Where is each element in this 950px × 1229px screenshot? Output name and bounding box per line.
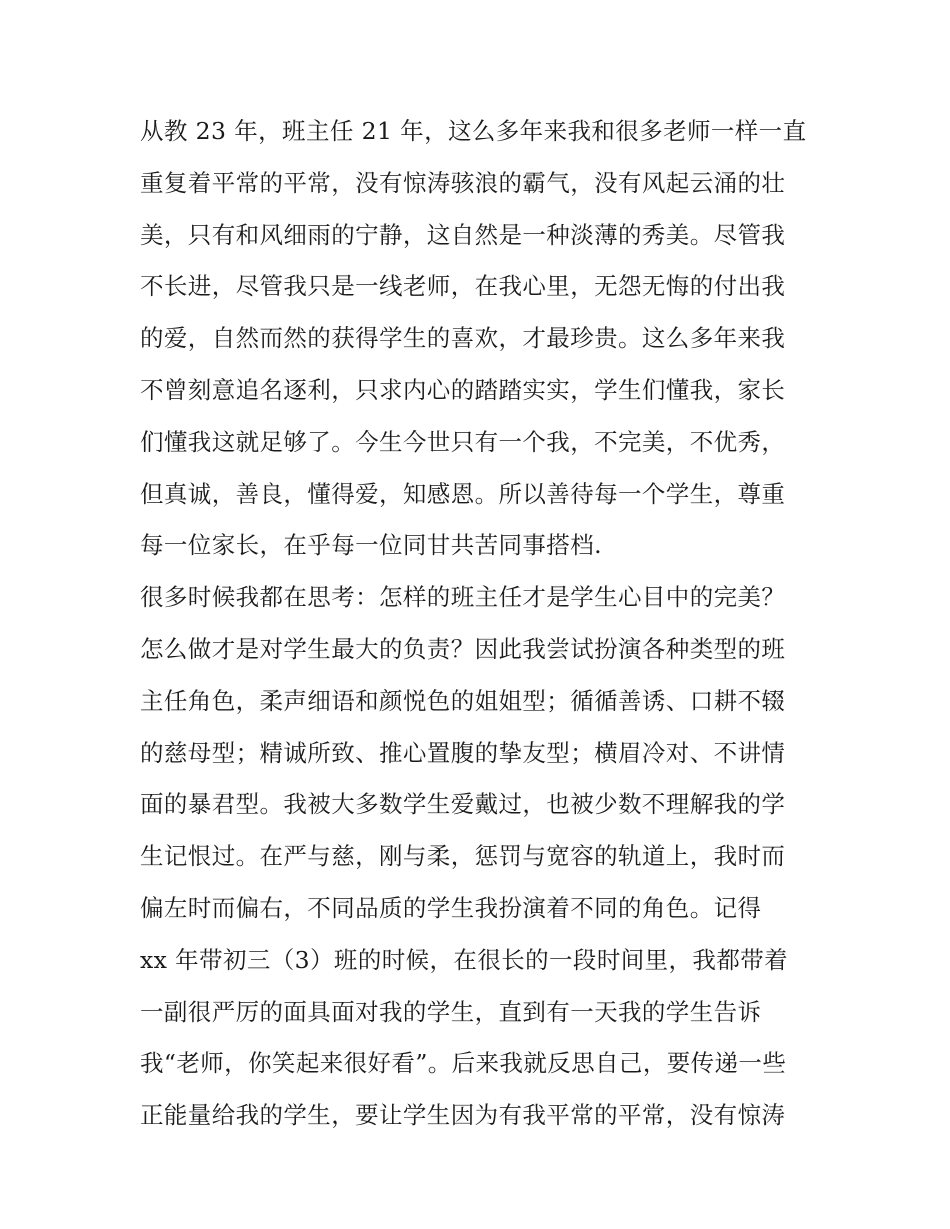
- text-line: 偏左时而偏右，不同品质的学生我扮演着不同的角色。记得: [140, 893, 762, 922]
- text-line: 从教 23 年，班主任 21 年，这么多年来我和很多老师一样一直: [140, 117, 807, 145]
- body-text: [140, 106, 840, 1142]
- text-line: 一副很严厉的面具面对我的学生，直到有一天我的学生告诉: [140, 997, 762, 1026]
- text-line: 重复着平常的平常，没有惊涛骇浪的霸气，没有风起云涌的壮: [140, 168, 786, 197]
- text-line: xx 年带初三（3）班的时候，在很长的一段时间里，我都带着: [140, 945, 789, 974]
- text-line: 不曾刻意追名逐利，只求内心的踏踏实实，学生们懂我，家长: [140, 375, 786, 404]
- text-line: 面的暴君型。我被大多数学生爱戴过，也被少数不理解我的学: [140, 790, 786, 819]
- text-line: 主任角色，柔声细语和颜悦色的姐姐型；循循善诱、口耕不辍: [140, 686, 786, 715]
- text-line: 的爱，自然而然的获得学生的喜欢，才最珍贵。这么多年来我: [140, 324, 786, 353]
- text-line: 们懂我这就足够了。今生今世只有一个我，不完美，不优秀，: [140, 427, 786, 456]
- text-line: 不长进，尽管我只是一线老师，在我心里，无怨无悔的付出我: [140, 272, 786, 301]
- text-line: 很多时候我都在思考：怎样的班主任才是学生心目中的完美？: [140, 583, 786, 612]
- text-line: 我“老师，你笑起来很好看”。后来我就反思自己，要传递一些: [140, 1049, 787, 1078]
- text-line: 的慈母型；精诚所致、推心置腹的挚友型；横眉冷对、不讲情: [140, 738, 786, 767]
- text-line: 生记恨过。在严与慈，刚与柔，惩罚与宽容的轨道上，我时而: [140, 842, 786, 871]
- text-line: 但真诚，善良，懂得爱，知感恩。所以善待每一个学生，尊重: [140, 479, 786, 508]
- text-line: 正能量给我的学生，要让学生因为有我平常的平常，没有惊涛: [140, 1101, 786, 1130]
- text-line: 怎么做才是对学生最大的负责？因此我尝试扮演各种类型的班: [140, 634, 786, 663]
- text-line: 每一位家长，在乎每一位同甘共苦同事搭档.: [140, 531, 602, 560]
- text-line: 美，只有和风细雨的宁静，这自然是一种淡薄的秀美。尽管我: [140, 220, 786, 249]
